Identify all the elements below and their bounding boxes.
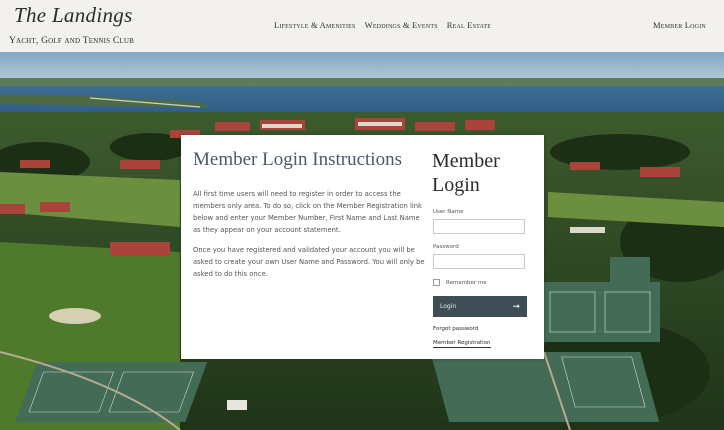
login-button-label: Login [440, 303, 457, 310]
main-nav [274, 20, 491, 30]
site-logo[interactable] [8, 3, 138, 49]
username-input[interactable] [433, 219, 525, 234]
arrow-right-icon: ➞ [512, 301, 520, 311]
remember-me-row [433, 279, 487, 286]
login-title: Member Login [432, 150, 500, 196]
nav-item-weddings[interactable]: Weddings & Events [364, 20, 438, 30]
remember-me-checkbox[interactable] [433, 279, 440, 286]
forgot-password-link[interactable]: Forgot password [433, 326, 479, 332]
nav-item-real-estate[interactable]: Real Estate [446, 20, 492, 30]
logo-title: The Landings [14, 3, 133, 27]
member-registration-link[interactable]: Member Registration [433, 340, 491, 346]
username-label: User Name [433, 209, 464, 215]
password-label: Password [433, 244, 459, 250]
login-button[interactable] [433, 296, 527, 317]
member-login-nav-link[interactable]: Member Login [653, 20, 706, 30]
logo-subtitle: Yacht, Golf and Tennis Club [9, 36, 135, 46]
instructions-paragraph-2: Once you have registered and validated your account you will be asked to create your own User Name and Password. You will only be asked to do this once. [193, 245, 425, 278]
instructions-title: Member Login Instructions [193, 149, 402, 170]
site-header [0, 0, 724, 52]
instructions-paragraph-1: All first time users will need to register in order to access the members only area. To do so, click on the Member Registration link below and enter your Member Number, First Name and Last Name as they appear on your account statement. [193, 189, 422, 234]
password-input[interactable] [433, 254, 525, 269]
remember-me-label[interactable]: Remember me [446, 279, 487, 286]
login-panel [181, 135, 544, 359]
nav-item-lifestyle[interactable]: Lifestyle & Amenities [274, 20, 356, 30]
